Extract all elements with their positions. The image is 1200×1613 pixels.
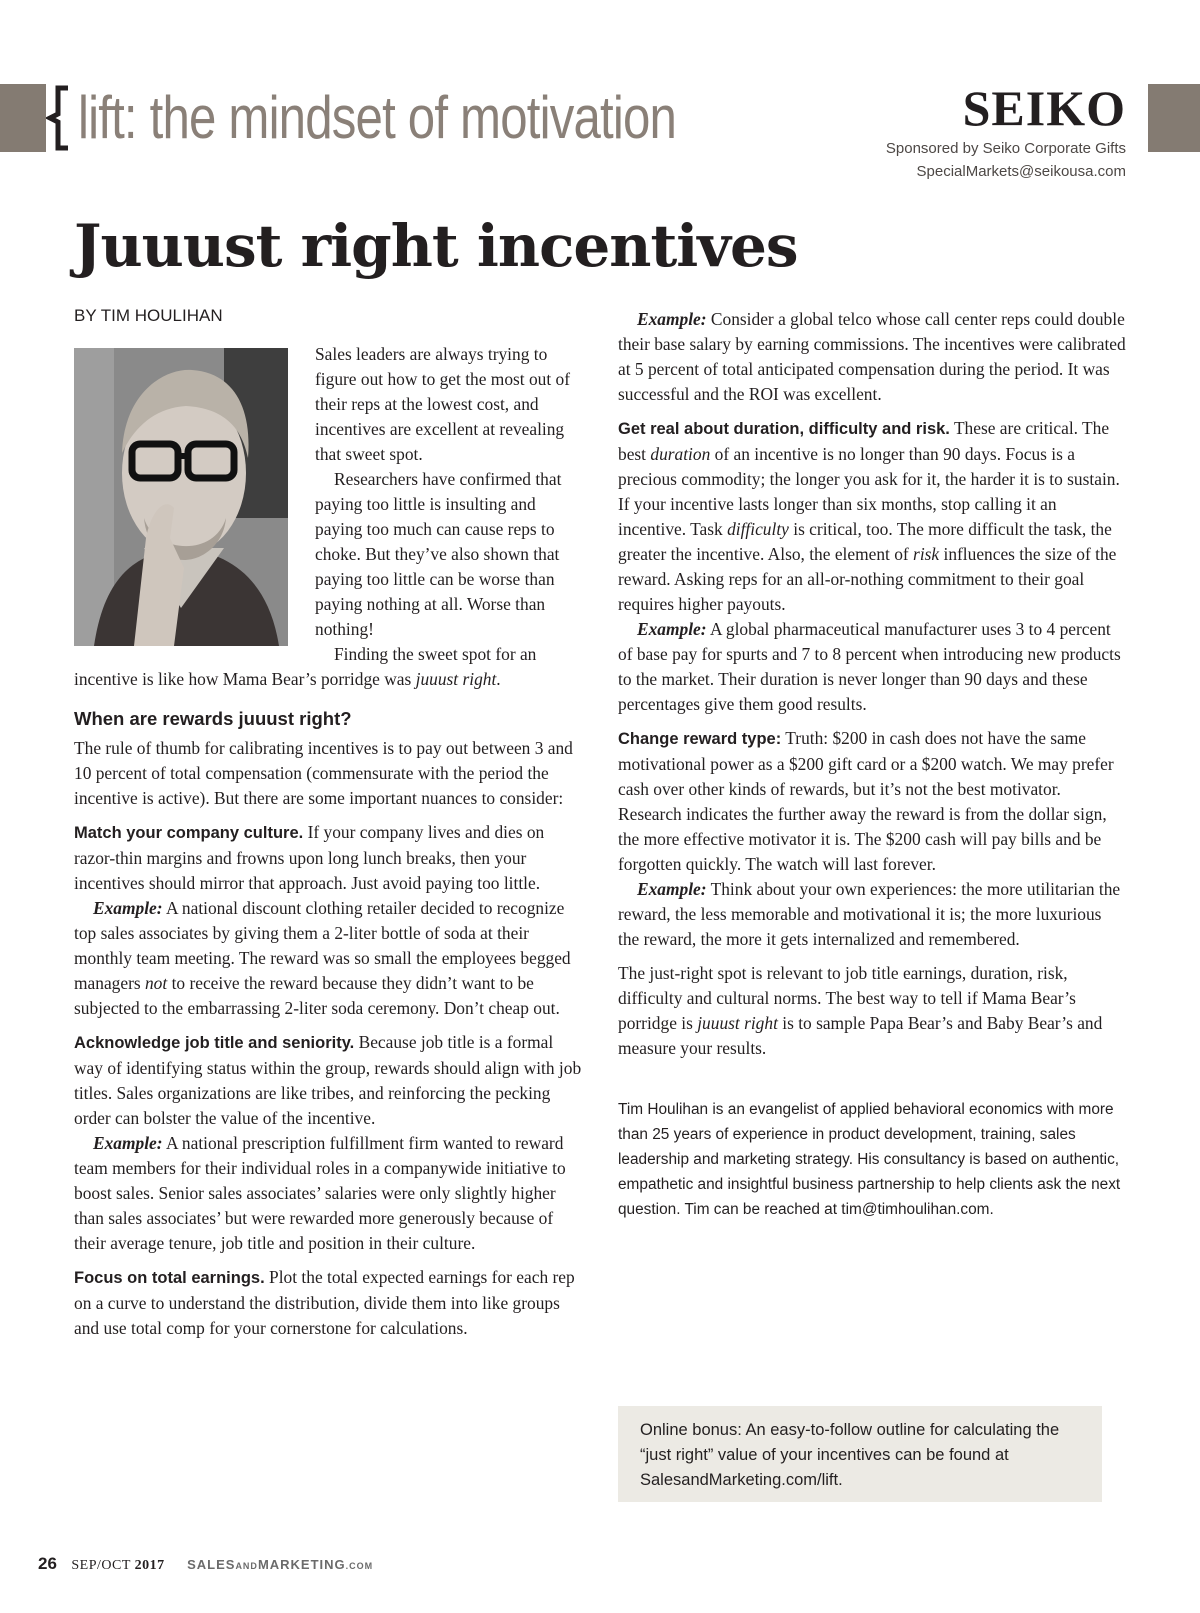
culture-example: Example: A national discount clothing retailer decided to recognize top sales associates by giving them a 2-liter bottle of soda at their monthly team meeting. The reward was so small the employees begged managers not to receive the reward because they didn’t want to be subjected to the embarrassing 2-liter soda ceremony. Don’t cheap out. [74,898,571,1018]
earnings-paragraph: Focus on total earnings. Plot the total expected earnings for each rep on a curve to understand the distribution, divide them into like groups and use total comp for your cornerstone for calculations. [74,1267,575,1338]
reward-type-example: Example: Think about your own experiences: the more utilitarian the reward, the less memorable and motivational it is; the more luxurious the reward, the more it gets internalized and remembered. [618,879,1121,949]
conclusion-paragraph: The just-right spot is relevant to job title earnings, duration, risk, difficulty and cultural norms. The best way to tell if Mama Bear’s porridge is juuust right is to sample Papa Bear’s and Baby Bear’s and measure your results. [618,963,1103,1058]
right-column [618,307,1126,1222]
seiko-logo: SEIKO [962,80,1126,136]
online-bonus-box: Online bonus: An easy-to-follow outline for calculating the “just right” value of your incentives can be found at SalesandMarketing.com/lift. [618,1406,1102,1502]
earnings-lead: Focus on total earnings. [74,1269,265,1287]
author-bio: Tim Houlihan is an evangelist of applied behavioral economics with more than 25 years of experience in product development, training, sales leadership and marketing strategy. His consultancy is based on authentic, empathetic and insightful business partnership to help clients ask the next question. Tim can be reached at tim@timhoulihan.com. [618,1101,1121,1218]
left-column [74,342,582,1341]
duration-example: Example: A global pharmaceutical manufacturer uses 3 to 4 percent of base pay for spurts and 7 to 8 percent when introducing new products to the market. Their duration is never longer than 90 days and these percentages give them good results. [618,619,1121,714]
article-headline: Juuust right incentives [74,212,798,280]
bracket-icon [46,84,72,152]
sponsor-line: Sponsored by Seiko Corporate Gifts [885,140,1126,157]
culture-paragraph: Match your company culture. If your company lives and dies on razor-thin margins and frowns upon long lunch breaks, then your incentives should mirror that approach. Just avoid paying too little. [74,822,545,893]
culture-lead: Match your company culture. [74,824,304,842]
seniority-lead: Acknowledge job title and seniority. [74,1034,355,1052]
intro-paragraph-3: Finding the sweet spot for an incentive is like how Mama Bear’s porridge was juuust right. [74,644,537,689]
reward-type-paragraph: Change reward type: Truth: $200 in cash does not have the same motivational power as a $200 gift card or a $200 watch. We may prefer cash over other kinds of rewards, but it’s not the best motivator. Research indicates the further away the reward is from the dollar sign, the more effective motivator it is. The $200 cash will pay bills and be forgotten quickly. The watch will last forever. [618,728,1114,874]
earnings-example: Example: Consider a global telco whose call center reps could double their base salary by earning commissions. The incentives were calibrated at 5 percent of total anticipated compensation during the period. It was successful and the ROI was excellent. [618,309,1126,404]
when-heading: When are rewards juuust right? [74,708,352,729]
section-title: lift: the mindset of motivation [78,84,677,151]
seniority-example: Example: A national prescription fulfillment firm wanted to reward team members for their individual roles in a companywide initiative to boost sales. Senior sales associates’ salaries were only slightly higher than sales associates’ but were rewarded more generously because of their average tenure, job title and position in their culture. [74,1133,566,1253]
sponsor-block [886,137,1126,183]
page-number: 26 [38,1554,57,1573]
reward-type-lead: Change reward type: [618,730,782,748]
byline: BY TIM HOULIHAN [74,306,223,325]
seniority-paragraph: Acknowledge job title and seniority. Because job title is a formal way of identifying status within the group, rewards should align with job titles. Sales organizations are like tribes, and reinforcing the pecking order can bolster the value of the incentive. [74,1032,582,1128]
header-accent-bar-left [0,84,46,152]
page-footer [38,1554,373,1574]
header-accent-bar-right [1148,84,1200,152]
duration-lead: Get real about duration, difficulty and risk. [618,420,950,438]
intro-paragraph-2: Researchers have confirmed that paying too little is insulting and paying too much can cause reps to choke. But they’ve also shown that paying too little can be worse than paying nothing at all. Worse than nothing! [315,469,562,639]
intro-paragraph-1: Sales leaders are always trying to figure out how to get the most out of their reps at the lowest cost, and incentives are excellent at revealing that sweet spot. [315,344,571,464]
duration-paragraph: Get real about duration, difficulty and risk. These are critical. The best duration of an incentive is no longer than 90 days. Focus is a precious commodity; the longer you ask for it, the harder it is to sustain. If your incentive lasts longer than six months, stop calling it an incentive. Task difficulty is critical, too. The more difficult the task, the greater the incentive. Also, the element of risk influences the size of the reward. Asking reps for an all-or-nothing commitment to their goal requires higher payouts. [618,418,1120,614]
sponsor-email: SpecialMarkets@seikousa.com [916,163,1126,180]
when-body: The rule of thumb for calibrating incentives is to pay out between 3 and 10 percent of total compensation (commensurate with the period the incentive is active). But there are some important nuances to consider: [74,738,573,808]
site-name: SALESANDMARKETING.COM [187,1557,374,1572]
issue-date: SEP/OCT 2017 [71,1558,165,1573]
